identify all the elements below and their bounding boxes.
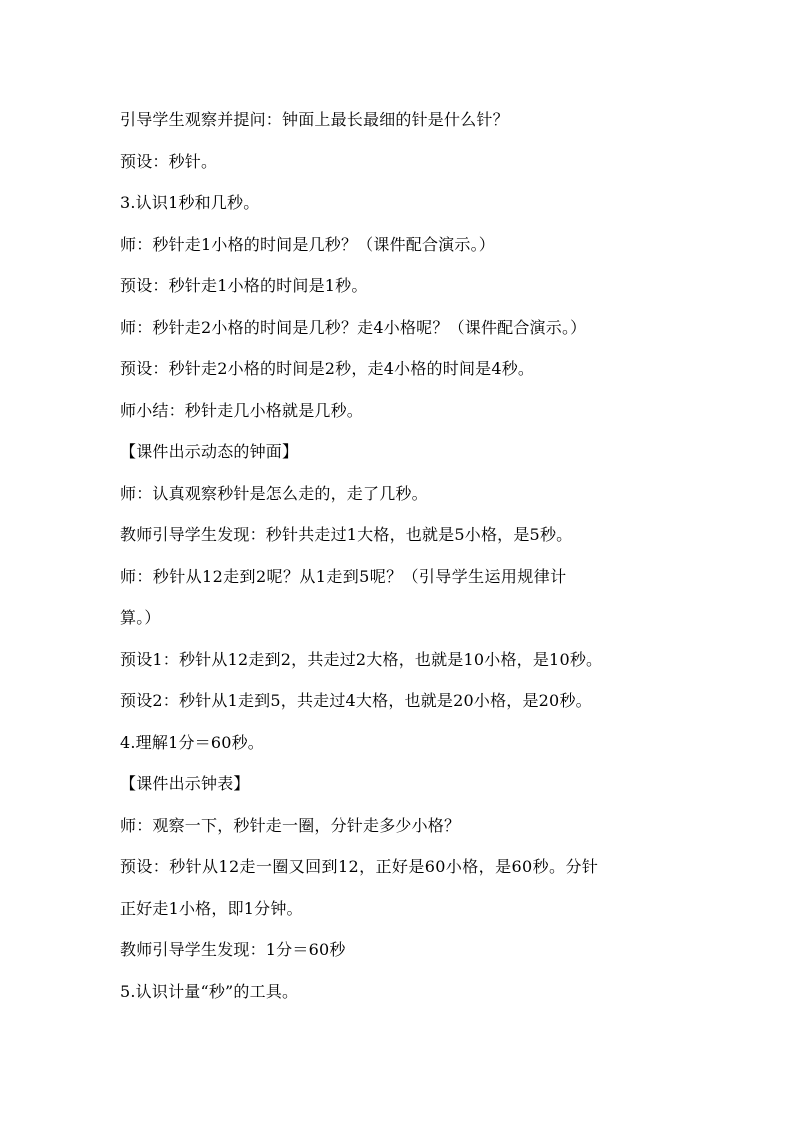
section-heading: 3.认识1秒和几秒。	[120, 193, 260, 212]
document-body	[120, 99, 682, 1012]
paragraph-line: 预设2：秒针从1走到5，共走过4大格，也就是20小格，是20秒。	[120, 691, 592, 710]
paragraph-line: 师：秒针走2小格的时间是几秒？走4小格呢？（课件配合演示。）	[120, 317, 587, 337]
paragraph-line: 预设1：秒针从12走到2，共走过2大格，也就是10小格，是10秒。	[120, 649, 603, 669]
paragraph-line: 预设：秒针从12走一圈又回到12，正好是60小格，是60秒。分针	[120, 857, 599, 876]
paragraph-line: 教师引导学生发现：秒针共走过1大格，也就是5小格，是5秒。	[120, 525, 573, 544]
paragraph-line: 预设：秒针。	[120, 151, 218, 171]
paragraph-line: 师小结：秒针走几小格就是几秒。	[120, 400, 364, 420]
paragraph-line: 预设：秒针走1小格的时间是1秒。	[120, 276, 368, 295]
paragraph-line-continuation: 算。）	[120, 608, 161, 627]
paragraph-line: 引导学生观察并提问：钟面上最长最细的针是什么针？	[120, 110, 509, 129]
section-heading: 4.理解1分＝60秒。	[120, 732, 265, 752]
bracket-note: 【课件出示动态的钟面】	[120, 442, 299, 461]
paragraph-line-continuation: 正好走1小格，即1分钟。	[120, 898, 303, 918]
paragraph-line: 师：认真观察秒针是怎么走的，走了几秒。	[120, 483, 428, 503]
paragraph-line: 预设：秒针走2小格的时间是2秒，走4小格的时间是4秒。	[120, 359, 535, 378]
bracket-note: 【课件出示钟表】	[120, 774, 250, 793]
paragraph-line: 师：观察一下，秒针走一圈，分针走多少小格？	[120, 815, 461, 835]
paragraph-line: 教师引导学生发现：1分＝60秒	[120, 940, 346, 959]
paragraph-line: 师：秒针走1小格的时间是几秒？（课件配合演示。）	[120, 234, 495, 254]
paragraph-line: 师：秒针从12走到2呢？从1走到5呢？（引导学生运用规律计	[120, 566, 567, 586]
section-heading: 5.认识计量“秒”的工具。	[120, 981, 299, 1001]
